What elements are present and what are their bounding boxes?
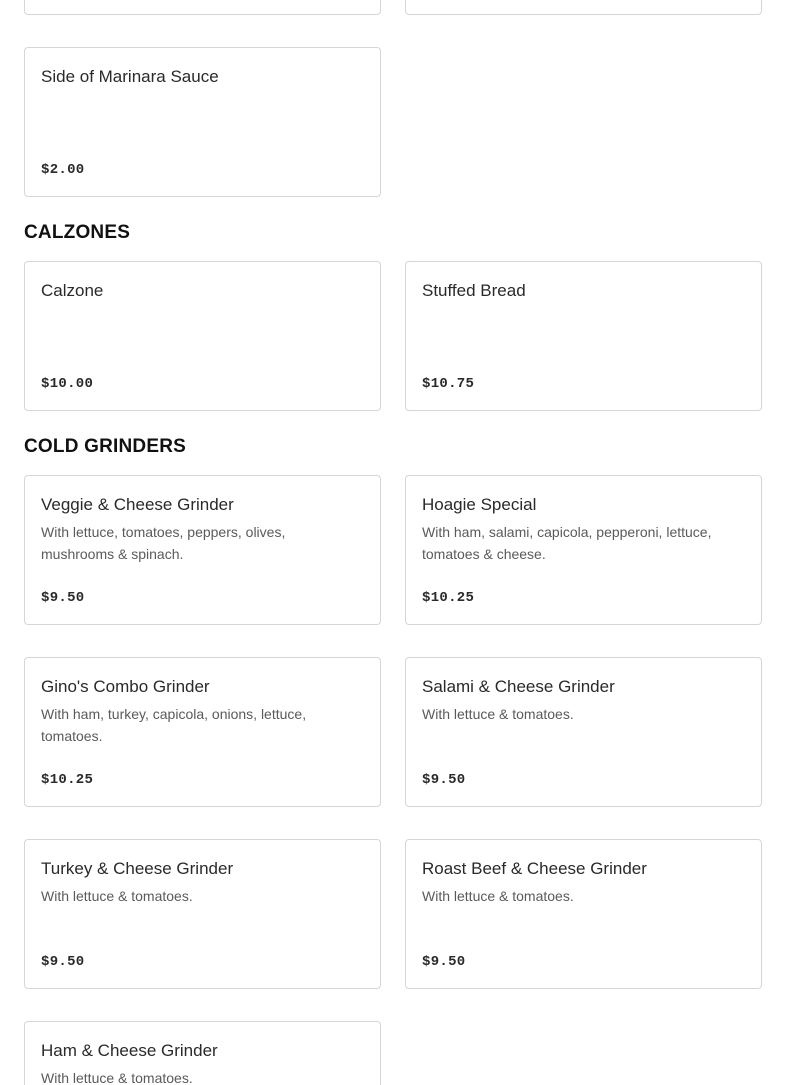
menu-item-price: $10.75 (422, 376, 475, 392)
menu-item-name: Gino's Combo Grinder (41, 677, 210, 696)
menu-item-card[interactable] (24, 261, 381, 411)
menu-item-name: Salami & Cheese Grinder (422, 677, 615, 696)
menu-item-card[interactable] (24, 475, 381, 625)
section-title-cold-grinders: COLD GRINDERS (24, 436, 186, 457)
menu-item-card[interactable] (24, 47, 381, 197)
menu-item-name: Calzone (41, 281, 104, 300)
menu-item-name: Ham & Cheese Grinder (41, 1041, 218, 1060)
menu-item-description: With lettuce & tomatoes. (41, 1070, 193, 1085)
section-title-calzones: CALZONES (24, 222, 131, 243)
menu-item-description: With lettuce & tomatoes. (422, 706, 574, 722)
menu-item-price: $10.00 (41, 376, 94, 392)
menu-item-card[interactable] (24, 657, 381, 807)
menu-item-price: $9.50 (41, 590, 85, 606)
menu-item-card[interactable] (24, 0, 381, 15)
menu-item-description: With lettuce, tomatoes, peppers, olives, mushrooms & spinach. (41, 524, 286, 562)
menu-item-price: $10.25 (422, 590, 475, 606)
menu-item-name: Turkey & Cheese Grinder (41, 859, 234, 878)
menu-item-description: With ham, salami, capicola, pepperoni, lettuce, tomatoes & cheese. (422, 524, 712, 562)
menu-item-description: With ham, turkey, capicola, onions, lettuce, tomatoes. (41, 706, 307, 744)
menu-item-description: With lettuce & tomatoes. (41, 888, 193, 904)
menu-item-name: Side of Marinara Sauce (41, 67, 219, 86)
menu-item-card[interactable] (24, 839, 381, 989)
menu-item-card[interactable] (405, 261, 762, 411)
menu-item-price: $10.25 (41, 772, 94, 788)
menu-item-name: Roast Beef & Cheese Grinder (422, 859, 647, 878)
menu-item-card[interactable] (24, 1021, 381, 1085)
menu-item-price: $9.50 (422, 954, 466, 970)
menu-item-card[interactable] (405, 839, 762, 989)
menu-item-name: Veggie & Cheese Grinder (41, 495, 234, 514)
menu-item-price: $9.50 (41, 954, 85, 970)
menu-item-card[interactable] (405, 0, 762, 15)
menu-item-name: Hoagie Special (422, 495, 537, 514)
menu-item-price: $2.00 (41, 162, 85, 178)
menu-item-card[interactable] (405, 475, 762, 625)
menu-item-card[interactable] (405, 657, 762, 807)
menu-item-description: With lettuce & tomatoes. (422, 888, 574, 904)
menu-item-name: Stuffed Bread (422, 281, 526, 300)
menu-item-price: $9.50 (422, 772, 466, 788)
